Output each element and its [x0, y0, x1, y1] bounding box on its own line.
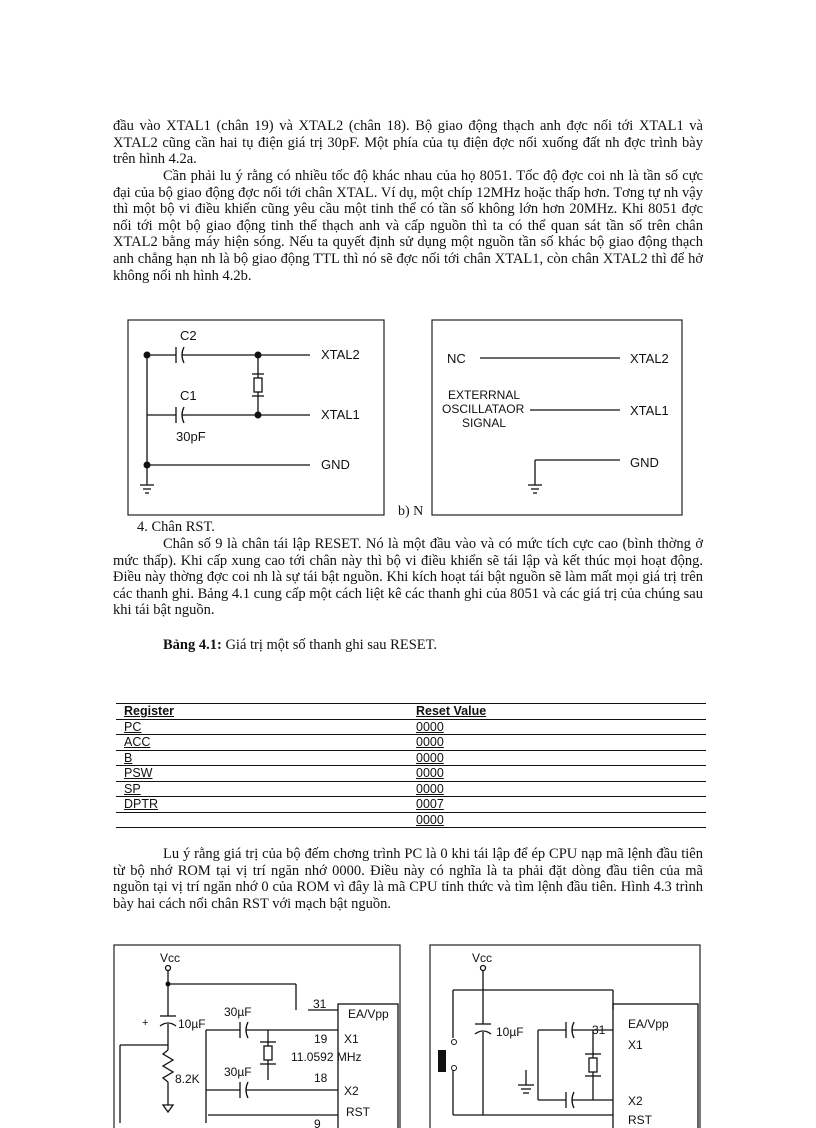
label-c2: C2	[180, 328, 197, 343]
cell-value: 0000	[416, 735, 706, 751]
paragraph-xtal-inputs	[113, 118, 703, 168]
figure-4-2-caption-fragment: b) N	[398, 504, 423, 519]
label-vcc-b: Vcc	[472, 951, 492, 965]
label-x1-b: X1	[628, 1038, 643, 1052]
label-x2-b: X2	[628, 1094, 643, 1108]
label-pin9: 9	[314, 1117, 321, 1128]
label-pin31-b: 31	[592, 1023, 606, 1037]
label-signal: SIGNAL	[462, 416, 506, 430]
table-row	[116, 766, 706, 782]
table-header-row	[116, 704, 706, 720]
figure-4-3a-wiring	[120, 966, 398, 1128]
header-register: Register	[116, 704, 416, 720]
cell-register: SP	[116, 781, 416, 797]
label-frequency: 11.0592 MHz	[291, 1050, 361, 1064]
label-oscillator: OSCILLATAOR	[442, 402, 525, 416]
cell-register: B	[116, 750, 416, 766]
figure-4-2a-junctions	[144, 352, 262, 469]
figure-4-2	[100, 315, 720, 530]
label-c1: C1	[180, 388, 197, 403]
paragraph-pc-note	[113, 846, 703, 912]
cell-value: 0000	[416, 719, 706, 735]
heading-text: 4. Chân RST.	[137, 519, 637, 536]
table-row	[116, 719, 706, 735]
label-vcc-a: Vcc	[160, 951, 180, 965]
table-row	[116, 797, 706, 813]
cell-value: 0000	[416, 781, 706, 797]
table-caption-text: Giá trị một số thanh ghi sau RESET.	[222, 637, 437, 653]
cell-value: 0000	[416, 812, 706, 828]
label-rst-b: RST	[628, 1113, 653, 1127]
label-gnd-a: GND	[321, 457, 350, 472]
section-heading-rst	[137, 519, 637, 536]
label-x2-a: X2	[344, 1084, 359, 1098]
label-external: EXTERRNAL	[448, 388, 520, 402]
table-row	[116, 781, 706, 797]
label-pin31-a: 31	[313, 997, 327, 1011]
figure-4-2-diagram	[100, 315, 720, 525]
paragraph-text: Chân số 9 là chân tái lập RESET. Nó là một đầu vào và có mức tích cực cao (bình thờng ở mức thấp). Khi cấp xung cao tới chân này thì bộ vi điều khiển sẽ tái lập và kết thúc mọi hoạt động. Điều này thờng đợc coi nh là sự tái bật nguồn. Khi kích hoạt tái bật nguồn sẽ làm mất mọi giá trị trên các thanh ghi. Bảng 4.1 cung cấp một cách liệt kê các thanh ghi của 8051 và các giá trị của chúng sau khi tái bật nguồn.	[113, 536, 703, 619]
table-row	[116, 812, 706, 828]
figure-4-2a-wiring	[140, 347, 310, 493]
header-reset-value: Reset Value	[416, 704, 706, 720]
label-plus: +	[142, 1017, 148, 1029]
label-x1-a: X1	[344, 1032, 359, 1046]
paragraph-text: Cần phải lu ý rằng có nhiều tốc độ khác nhau của họ 8051. Tốc độ đợc coi nh là tần số cực đại của bộ giao động đợc nối tới chân XTAL. Ví dụ, một chíp 12MHz hoặc thấp hơn. Tơng tự nh vậy thì một bộ vi điều khiển cũng yêu cầu một tinh thể có tần số không lớn hơn 20MHz. Khi 8051 đợc nối tới một bộ giao động tinh thể thạch anh và cấp nguồn thì ta có thể quan sát tần số trên chân XTAL2 bằng máy hiện sóng. Nếu ta quyết định sử dụng một nguồn tần số khác bộ giao động thạch anh chẳng hạn nh là bộ giao động TTL thì nó sẽ đợc nối tới chân XTAL1, còn chân XTAL2 thì để hở không nối nh hình 4.2b.	[113, 168, 703, 284]
table-row	[116, 750, 706, 766]
cell-register: PC	[116, 719, 416, 735]
label-cap-10uf-b: 10µF	[496, 1025, 524, 1039]
paragraph-text: Lu ý rằng giá trị của bộ đếm chơng trình PC là 0 khi tái lập để ép CPU nạp mã lệnh đầu tiên từ bộ nhớ ROM tại vị trí ngăn nhớ 0000. Điều này có nghĩa là ta phải đặt dòng đầu tiên của mã nguồn tại vị trí ngăn nhớ 0 của ROM vì đây là mã CPU tỉnh thức và tìm lệnh đầu tiên. Hình 4.3 trình bày hai cách nối chân RST với mạch bật nguồn.	[113, 846, 703, 912]
label-cap-30uf-2: 30µF	[224, 1065, 252, 1079]
cell-register: ACC	[116, 735, 416, 751]
label-xtal1-b: XTAL1	[630, 403, 669, 418]
table-caption-label: Bảng 4.1:	[163, 637, 222, 653]
switch-contact-icon	[452, 1066, 457, 1071]
label-cap-value: 30pF	[176, 429, 206, 444]
label-pin18: 18	[314, 1071, 328, 1085]
figure-4-3	[108, 940, 708, 1128]
label-xtal2-b: XTAL2	[630, 351, 669, 366]
paragraph-text: đầu vào XTAL1 (chân 19) và XTAL2 (chân 18). Bộ giao động thạch anh đợc nối tới XTAL1 và XTAL2 cũng cần hai tụ điện giá trị 30pF. Một phía của tụ điện đợc nối xuống đất nh đợc trình bày trên hình 4.2a.	[113, 118, 703, 168]
figure-4-3b-wiring	[453, 966, 698, 1128]
label-rst-a: RST	[346, 1105, 371, 1119]
cell-register	[116, 812, 416, 828]
label-xtal2-a: XTAL2	[321, 347, 360, 362]
label-nc: NC	[447, 351, 466, 366]
cell-register: PSW	[116, 766, 416, 782]
paragraph-speed-notes	[113, 168, 703, 284]
cell-register: DPTR	[116, 797, 416, 813]
label-eavpp-a: EA/Vpp	[348, 1007, 389, 1021]
register-reset-table	[116, 703, 706, 828]
figure-4-3a-junctions	[166, 982, 171, 987]
label-gnd-b: GND	[630, 455, 659, 470]
label-resistor: 8.2K	[175, 1072, 200, 1086]
label-xtal1-a: XTAL1	[321, 407, 360, 422]
table-caption	[163, 637, 683, 654]
switch-contact-icon	[452, 1040, 457, 1045]
label-cap-30uf-1: 30µF	[224, 1005, 252, 1019]
cell-value: 0000	[416, 750, 706, 766]
cell-value: 0000	[416, 766, 706, 782]
label-cap-10uf-a: 10µF	[178, 1017, 206, 1031]
push-button-icon	[438, 1050, 446, 1072]
figure-4-3-diagram	[108, 940, 708, 1123]
label-pin19: 19	[314, 1032, 328, 1046]
paragraph-rst	[113, 536, 703, 619]
cell-value: 0007	[416, 797, 706, 813]
label-eavpp-b: EA/Vpp	[628, 1017, 669, 1031]
table-row	[116, 735, 706, 751]
